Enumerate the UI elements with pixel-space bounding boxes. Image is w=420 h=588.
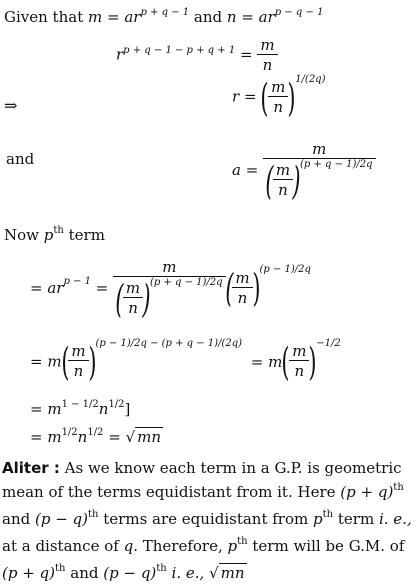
denominator: n	[273, 98, 284, 116]
inner-denominator: n	[278, 181, 288, 199]
eq-ar: = ar	[107, 8, 141, 26]
aliter-text: and	[70, 564, 99, 582]
denominator: n	[73, 362, 84, 380]
th-sup: th	[53, 225, 64, 236]
inner-fraction	[273, 161, 293, 200]
fraction	[232, 269, 252, 308]
lhs: r =	[232, 87, 257, 106]
aliter-text: . Therefore,	[133, 537, 223, 555]
var-n: n	[226, 8, 237, 26]
numerator: m	[113, 258, 225, 277]
th-sup: th	[322, 509, 334, 520]
var-n: n	[77, 428, 88, 446]
left-paren: (	[260, 75, 269, 120]
th-sup: th	[55, 563, 66, 574]
fraction	[263, 140, 375, 203]
denominator: n	[237, 288, 248, 307]
exponent: (p − 1)/2q − (p + q − 1)/(2q)	[95, 337, 243, 349]
var-r: r	[116, 45, 124, 64]
numerator: m	[68, 342, 88, 361]
inner-numerator: m	[273, 161, 293, 180]
exponent: p − q − 1	[274, 7, 324, 18]
var-p: p	[313, 510, 323, 528]
fraction	[68, 342, 88, 381]
aliter-text: term	[337, 510, 375, 528]
eq-m: = m	[30, 428, 62, 446]
aliter-text: terms are equidistant from	[103, 510, 309, 528]
th-sup: th	[237, 536, 248, 547]
term-text: term	[68, 226, 105, 244]
ie-text: i. e.,	[171, 564, 205, 582]
exponent: (p + q − 1)/2q	[149, 276, 223, 288]
left-paren: (	[281, 339, 290, 384]
sqrt-symbol: √	[209, 564, 219, 582]
a-equation	[232, 140, 376, 203]
denominator: n	[294, 362, 305, 380]
aliter-text: at a distance of	[2, 537, 119, 555]
and-text: and	[193, 8, 223, 26]
exponent: p + q − 1	[140, 7, 190, 18]
r-equation	[232, 73, 326, 120]
aliter-text: and	[2, 510, 31, 528]
aliter-text: As we know each term in a G.P. is geometric	[64, 459, 402, 477]
now-heading	[4, 226, 105, 244]
left-paren: (	[115, 276, 124, 321]
aliter-line-3	[2, 507, 416, 534]
fraction	[289, 342, 309, 381]
exponent: (p + q − 1)/2q	[299, 158, 373, 170]
equals: =	[239, 45, 253, 64]
term-index: (p + q)	[2, 564, 56, 582]
exponent: (p − 1)/2q	[259, 264, 311, 275]
aliter-text: mean of the terms equidistant from it. Here	[2, 483, 336, 501]
exponent: 1/(2q)	[295, 73, 326, 85]
denominator	[113, 276, 225, 321]
fraction	[113, 258, 225, 321]
term-index: (p − q)	[103, 564, 157, 582]
exponent: 1/2	[87, 427, 104, 438]
and-text: and	[6, 150, 35, 168]
ratio-equation	[116, 36, 278, 75]
exponent: 1 − 1/2	[61, 399, 99, 410]
now-text: Now	[4, 226, 39, 244]
eq-ar: = ar	[241, 8, 275, 26]
implies-symbol: ⇒	[4, 96, 18, 115]
inner-fraction	[123, 279, 143, 318]
equals: =	[108, 428, 121, 446]
numerator: m	[289, 342, 309, 361]
inner-denominator: n	[128, 299, 138, 317]
pth-term-equation	[30, 258, 311, 321]
th-sup: th	[393, 482, 404, 493]
given-text: Given that	[4, 8, 84, 26]
exponent: 1/2	[61, 427, 78, 438]
right-paren: )	[308, 339, 317, 384]
aliter-label: Aliter :	[2, 459, 60, 477]
simplified-equation	[30, 337, 341, 384]
right-paren: )	[251, 266, 261, 310]
eq-m: = m	[30, 352, 62, 371]
lhs: a =	[232, 161, 259, 179]
inner-numerator: m	[123, 279, 143, 298]
fraction	[268, 78, 288, 117]
fraction	[257, 36, 277, 75]
right-paren: )	[87, 339, 97, 384]
aliter-line-1	[2, 456, 416, 480]
equals: =	[95, 279, 109, 297]
right-paren: )	[292, 158, 301, 203]
bracket: ]	[124, 400, 131, 418]
ie-text: i. e.,	[378, 510, 412, 528]
exponent: p − 1	[63, 276, 91, 287]
var-n: n	[98, 400, 109, 418]
denominator: n	[262, 56, 273, 74]
left-paren: (	[224, 266, 234, 310]
var-p: p	[43, 226, 54, 244]
left-paren: (	[60, 339, 70, 384]
eq-ar: = ar	[30, 279, 64, 297]
var-m: m	[88, 8, 103, 26]
right-paren: )	[142, 276, 151, 321]
exponent: p + q − 1 − p + q + 1	[123, 44, 236, 56]
eq-m: = m	[250, 352, 283, 371]
aliter-paragraph	[2, 456, 416, 588]
power-step	[30, 400, 130, 418]
exponent: 1/2	[108, 399, 125, 410]
term-index: (p − q)	[35, 510, 89, 528]
th-sup: th	[88, 509, 99, 520]
aliter-text: term will be G.M. of	[252, 537, 405, 555]
sqrt-symbol: √	[125, 428, 136, 446]
numerator: m	[263, 140, 375, 159]
var-p: p	[227, 537, 238, 555]
numerator: m	[232, 269, 252, 288]
left-paren: (	[265, 158, 274, 203]
term-index: (p + q)	[340, 483, 394, 501]
final-result	[30, 428, 163, 446]
numerator: m	[257, 36, 277, 55]
denominator	[263, 158, 375, 203]
right-paren: )	[287, 75, 296, 120]
given-line	[4, 8, 323, 26]
numerator: m	[268, 78, 288, 97]
radicand: mn	[137, 428, 162, 446]
th-sup: th	[156, 563, 167, 574]
radicand: mn	[220, 564, 245, 582]
eq-m: = m	[30, 400, 62, 418]
aliter-line-2	[2, 480, 416, 507]
aliter-line-4	[2, 534, 416, 561]
var-q: q	[123, 537, 134, 555]
exponent: −1/2	[316, 337, 341, 349]
